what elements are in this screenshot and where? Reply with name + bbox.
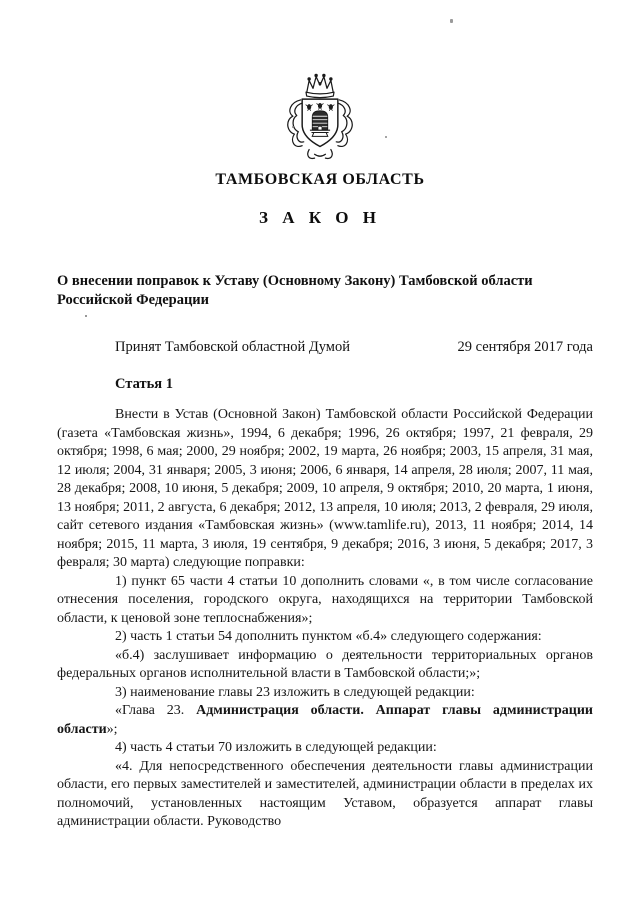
scan-speck	[450, 19, 453, 23]
paragraph-item-3: 3) наименование главы 23 изложить в следующей редакции:	[115, 684, 475, 700]
adopted-by-text: Принят Тамбовской областной Думой	[115, 339, 350, 355]
paragraph-item-1: 1) пункт 65 части 4 статьи 10 дополнить словами «, в том числе согласование отнесения поселения, городского округа, находящихся на территории Тамбовской области, к ценовой зоне теплоснабжения»;	[57, 573, 593, 626]
quote-suffix: »;	[106, 721, 118, 737]
region-name: ТАМБОВСКАЯ ОБЛАСТЬ	[215, 171, 425, 188]
adoption-line	[57, 338, 593, 357]
law-title: О внесении поправок к Уставу (Основному Закону) Тамбовской области Российской Федерации	[57, 273, 533, 308]
paragraph-item-2-quote: «б.4) заслушивает информацию о деятельности территориальных органов федеральных органов исполнительной власти в Тамбовской области;»;	[57, 647, 593, 681]
quote-prefix: «Глава 23.	[115, 703, 197, 718]
paragraph-item-3-quote	[57, 702, 593, 739]
paragraph-item-2: 2) часть 1 статьи 54 дополнить пунктом «б.4» следующего содержания:	[115, 629, 542, 644]
paragraph-amendments-intro: Внести в Устав (Основной Закон) Тамбовской области Российской Федерации (газета «Тамбовская жизнь», 1994, 6 декабря; 1996, 26 октября; 1997, 21 февраля, 29 октября; 1998, 6 мая; 2000, 29 ноября; 2002, 19 марта, 26 ноября; 2003, 15 апреля, 31 мая, 12 июля; 2004, 31 января; 2005, 3 июня; 2006, 6 января, 14 апреля, 28 июля; 2007, 11 мая, 28 декабря; 2008, 10 июня, 5 декабря; 2009, 10 апреля, 9 октября; 2010, 20 марта, 1 июня, 13 ноября; 2011, 2 августа, 6 декабря; 2012, 13 апреля, 10 июля; 2013, 2 февраля, 29 июля, сайт сетевого издания «Тамбовская жизнь» (www.tamlife.ru), 2013, 11 ноября; 2014, 14 ноября; 2015, 11 марта, 3 июля, 19 сентября, 9 декабря; 2016, 3 июня, 5 декабря; 2017, 3 февраля; 30 марта) следующие поправки:	[57, 407, 593, 570]
paragraph-item-4-quote: «4. Для непосредственного обеспечения деятельности главы администрации области, его первых заместителей и заместителей, администрации области в пределах их полномочий, установленных настоящим Уставом, образуется аппарат главы администрации области. Руководство	[57, 758, 593, 829]
law-body	[57, 406, 593, 832]
scan-speck	[85, 315, 87, 317]
tambov-coat-of-arms-icon	[281, 72, 359, 162]
adopted-date: 29 сентября 2017 года	[457, 339, 593, 355]
chapter-23-title: Администрация области. Аппарат главы администрации области	[57, 703, 593, 737]
scan-speck	[292, 126, 294, 128]
article-1-heading: Статья 1	[115, 376, 173, 392]
paragraph-item-4: 4) часть 4 статьи 70 изложить в следующей редакции:	[115, 740, 437, 755]
doc-type-heading: З А К О Н	[258, 208, 382, 227]
scan-speck	[385, 136, 387, 138]
